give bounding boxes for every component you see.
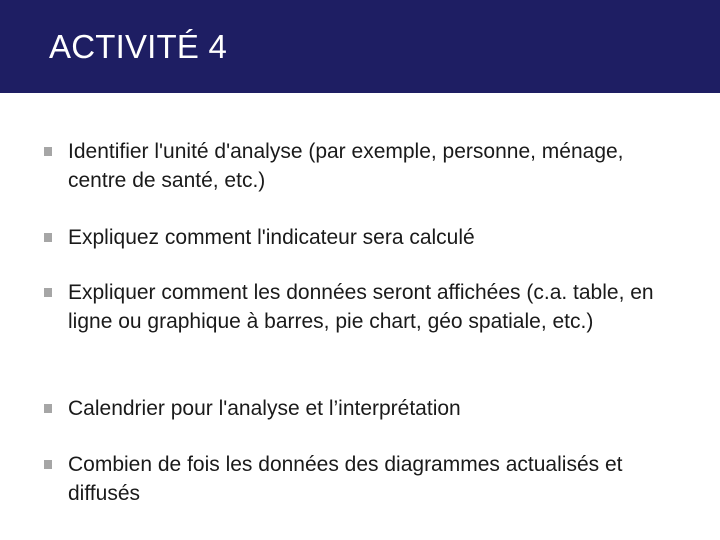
slide-title: ACTIVITÉ 4	[49, 28, 228, 65]
bullet-item-update-frequency	[44, 450, 684, 508]
title-bar	[0, 0, 720, 93]
bullet-text: Combien de fois les données des diagrammes actualisés et diffusés	[68, 453, 623, 505]
bullet-text: Identifier l'unité d'analyse (par exemple, personne, ménage, centre de santé, etc.)	[68, 140, 624, 192]
bullet-text: Expliquez comment l'indicateur sera calculé	[68, 226, 475, 249]
bullet-item-data-display	[44, 278, 684, 336]
square-bullet-icon	[44, 404, 52, 413]
bullet-text: Calendrier pour l'analyse et l’interprétation	[68, 397, 461, 420]
bullet-text: Expliquer comment les données seront affichées (c.a. table, en ligne ou graphique à barres, pie chart, géo spatiale, etc.)	[68, 281, 654, 333]
square-bullet-icon	[44, 288, 52, 297]
bullet-item-analysis-schedule	[44, 394, 684, 423]
square-bullet-icon	[44, 233, 52, 242]
square-bullet-icon	[44, 147, 52, 156]
square-bullet-icon	[44, 460, 52, 469]
bullet-item-indicator-calculation	[44, 223, 684, 252]
bullet-item-unit-of-analysis	[44, 137, 684, 195]
